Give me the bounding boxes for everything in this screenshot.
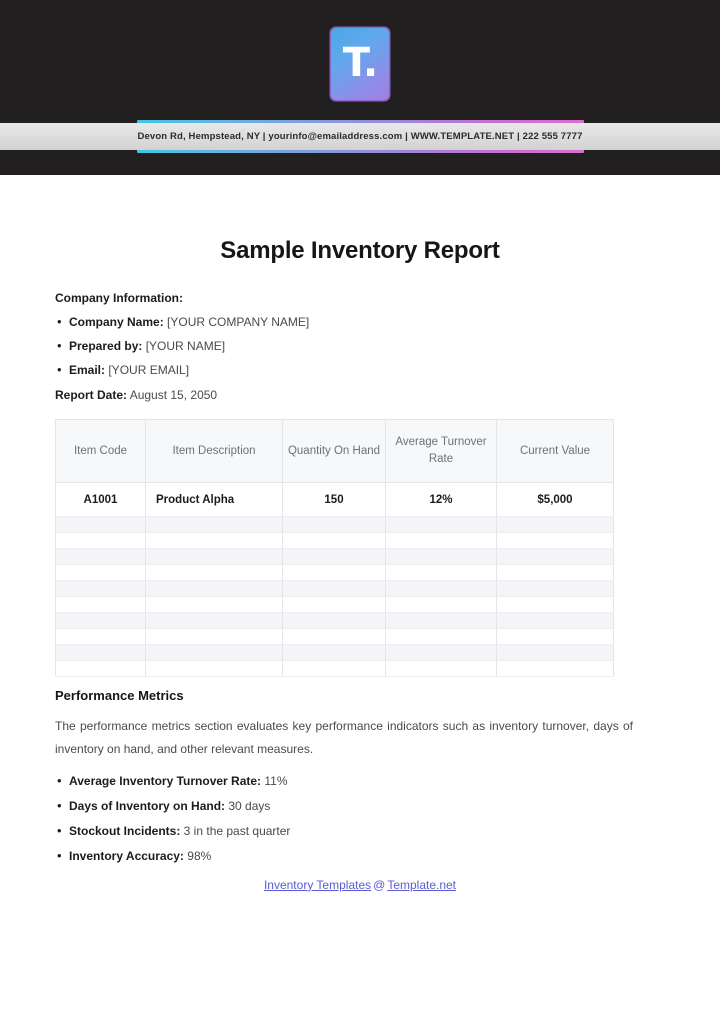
cell-blank [146,565,283,581]
cell-blank [497,645,614,661]
cell-blank [497,533,614,549]
cell-blank [497,517,614,533]
column-header-quantity-on-hand: Quantity On Hand [283,420,386,483]
list-item [55,339,665,353]
cell-blank [146,597,283,613]
inventory-table [55,419,614,677]
cell-blank [497,661,614,677]
contact-info-text: Devon Rd, Hempstead, NY | yourinfo@emailaddress.com | WWW.TEMPLATE.NET | 222 555 7777 [137,131,583,142]
cell-blank [56,549,146,565]
cell-blank [56,597,146,613]
company-name-value: [YOUR COMPANY NAME] [163,315,310,329]
cell-blank [386,613,497,629]
email-key: Email: [69,363,106,377]
list-item [55,824,665,838]
cell-blank [386,629,497,645]
cell-blank [386,581,497,597]
cell-blank [497,549,614,565]
table-row-blank [56,517,614,533]
table-row [56,483,614,517]
metric-inventory-accuracy-value: 98% [183,848,212,863]
cell-blank [386,661,497,677]
cell-blank [386,597,497,613]
report-date-value: August 15, 2050 [127,388,218,402]
list-item [55,363,665,377]
column-header-item-code: Item Code [56,420,146,483]
footer-links [55,878,665,892]
list-item [55,315,665,329]
email-value: [YOUR EMAIL] [105,363,190,377]
table-row-blank [56,645,614,661]
cell-blank [146,629,283,645]
cell-blank [283,613,386,629]
cell-blank [56,533,146,549]
performance-metrics-paragraph: The performance metrics section evaluates key performance indicators such as inventory turnover, days of inventory on hand, and other relevant measures. [55,719,633,757]
cell-blank [146,533,283,549]
table-row-blank [56,581,614,597]
cell-quantity-on-hand: 150 [283,483,386,517]
table-header [56,420,614,483]
document-body [0,237,720,892]
cell-blank [283,549,386,565]
company-information-list [55,315,665,377]
table-row-blank [56,629,614,645]
cell-blank [283,581,386,597]
cell-blank [146,517,283,533]
cell-blank [146,549,283,565]
cell-blank [283,533,386,549]
metric-days-inventory-key: Days of Inventory on Hand: [69,798,226,813]
table-row-blank [56,597,614,613]
cell-blank [56,581,146,597]
template-net-link[interactable]: Template.net [387,877,457,892]
table-row-blank [56,549,614,565]
template-net-logo-icon [331,28,389,100]
metric-stockout-incidents-value: 3 in the past quarter [180,823,291,838]
prepared-by-value: [YOUR NAME] [142,339,226,353]
cell-blank [386,533,497,549]
metric-turnover-rate-value: 11% [261,773,288,788]
contact-info-band [0,123,720,150]
cell-blank [386,565,497,581]
metric-days-inventory-value: 30 days [225,798,271,813]
list-item [55,799,665,813]
cell-item-description: Product Alpha [146,483,283,517]
cell-blank [146,645,283,661]
report-date-label: Report Date: [55,388,128,402]
inventory-templates-link[interactable]: Inventory Templates [263,877,372,892]
cell-blank [386,645,497,661]
column-header-current-value: Current Value [497,420,614,483]
cell-blank [497,581,614,597]
cell-blank [146,581,283,597]
prepared-by-key: Prepared by: [69,339,143,353]
table-header-row [56,420,614,483]
metric-turnover-rate-key: Average Inventory Turnover Rate: [69,773,262,788]
cell-blank [386,549,497,565]
column-header-item-description: Item Description [146,420,283,483]
cell-blank [146,613,283,629]
performance-metrics-heading: Performance Metrics [55,688,184,703]
company-name-key: Company Name: [69,315,164,329]
cell-blank [283,517,386,533]
logo-container [0,28,720,100]
cell-average-turnover-rate: 12% [386,483,497,517]
metric-stockout-incidents-key: Stockout Incidents: [69,823,181,838]
performance-metrics-list [55,774,665,863]
cell-blank [146,661,283,677]
cell-current-value: $5,000 [497,483,614,517]
document-header [0,0,720,175]
footer-separator: @ [373,877,386,892]
metric-inventory-accuracy-key: Inventory Accuracy: [69,848,184,863]
cell-blank [283,645,386,661]
table-row-blank [56,661,614,677]
logo-glyph: T. [342,40,378,86]
cell-blank [56,565,146,581]
table-row-blank [56,565,614,581]
cell-blank [283,661,386,677]
report-date [55,388,665,402]
company-information-label: Company Information: [55,291,183,305]
cell-blank [56,629,146,645]
table-body [56,483,614,677]
cell-blank [497,629,614,645]
cell-blank [56,517,146,533]
column-header-average-turnover-rate: Average Turnover Rate [386,420,497,483]
cell-blank [56,661,146,677]
cell-blank [56,645,146,661]
cell-blank [283,565,386,581]
cell-blank [283,629,386,645]
list-item [55,849,665,863]
cell-blank [497,565,614,581]
cell-blank [56,613,146,629]
cell-blank [283,597,386,613]
table-row-blank [56,613,614,629]
table-row-blank [56,533,614,549]
cell-blank [497,597,614,613]
page-title: Sample Inventory Report [220,237,500,264]
cell-blank [386,517,497,533]
cell-blank [497,613,614,629]
cell-item-code: A1001 [56,483,146,517]
list-item [55,774,665,788]
